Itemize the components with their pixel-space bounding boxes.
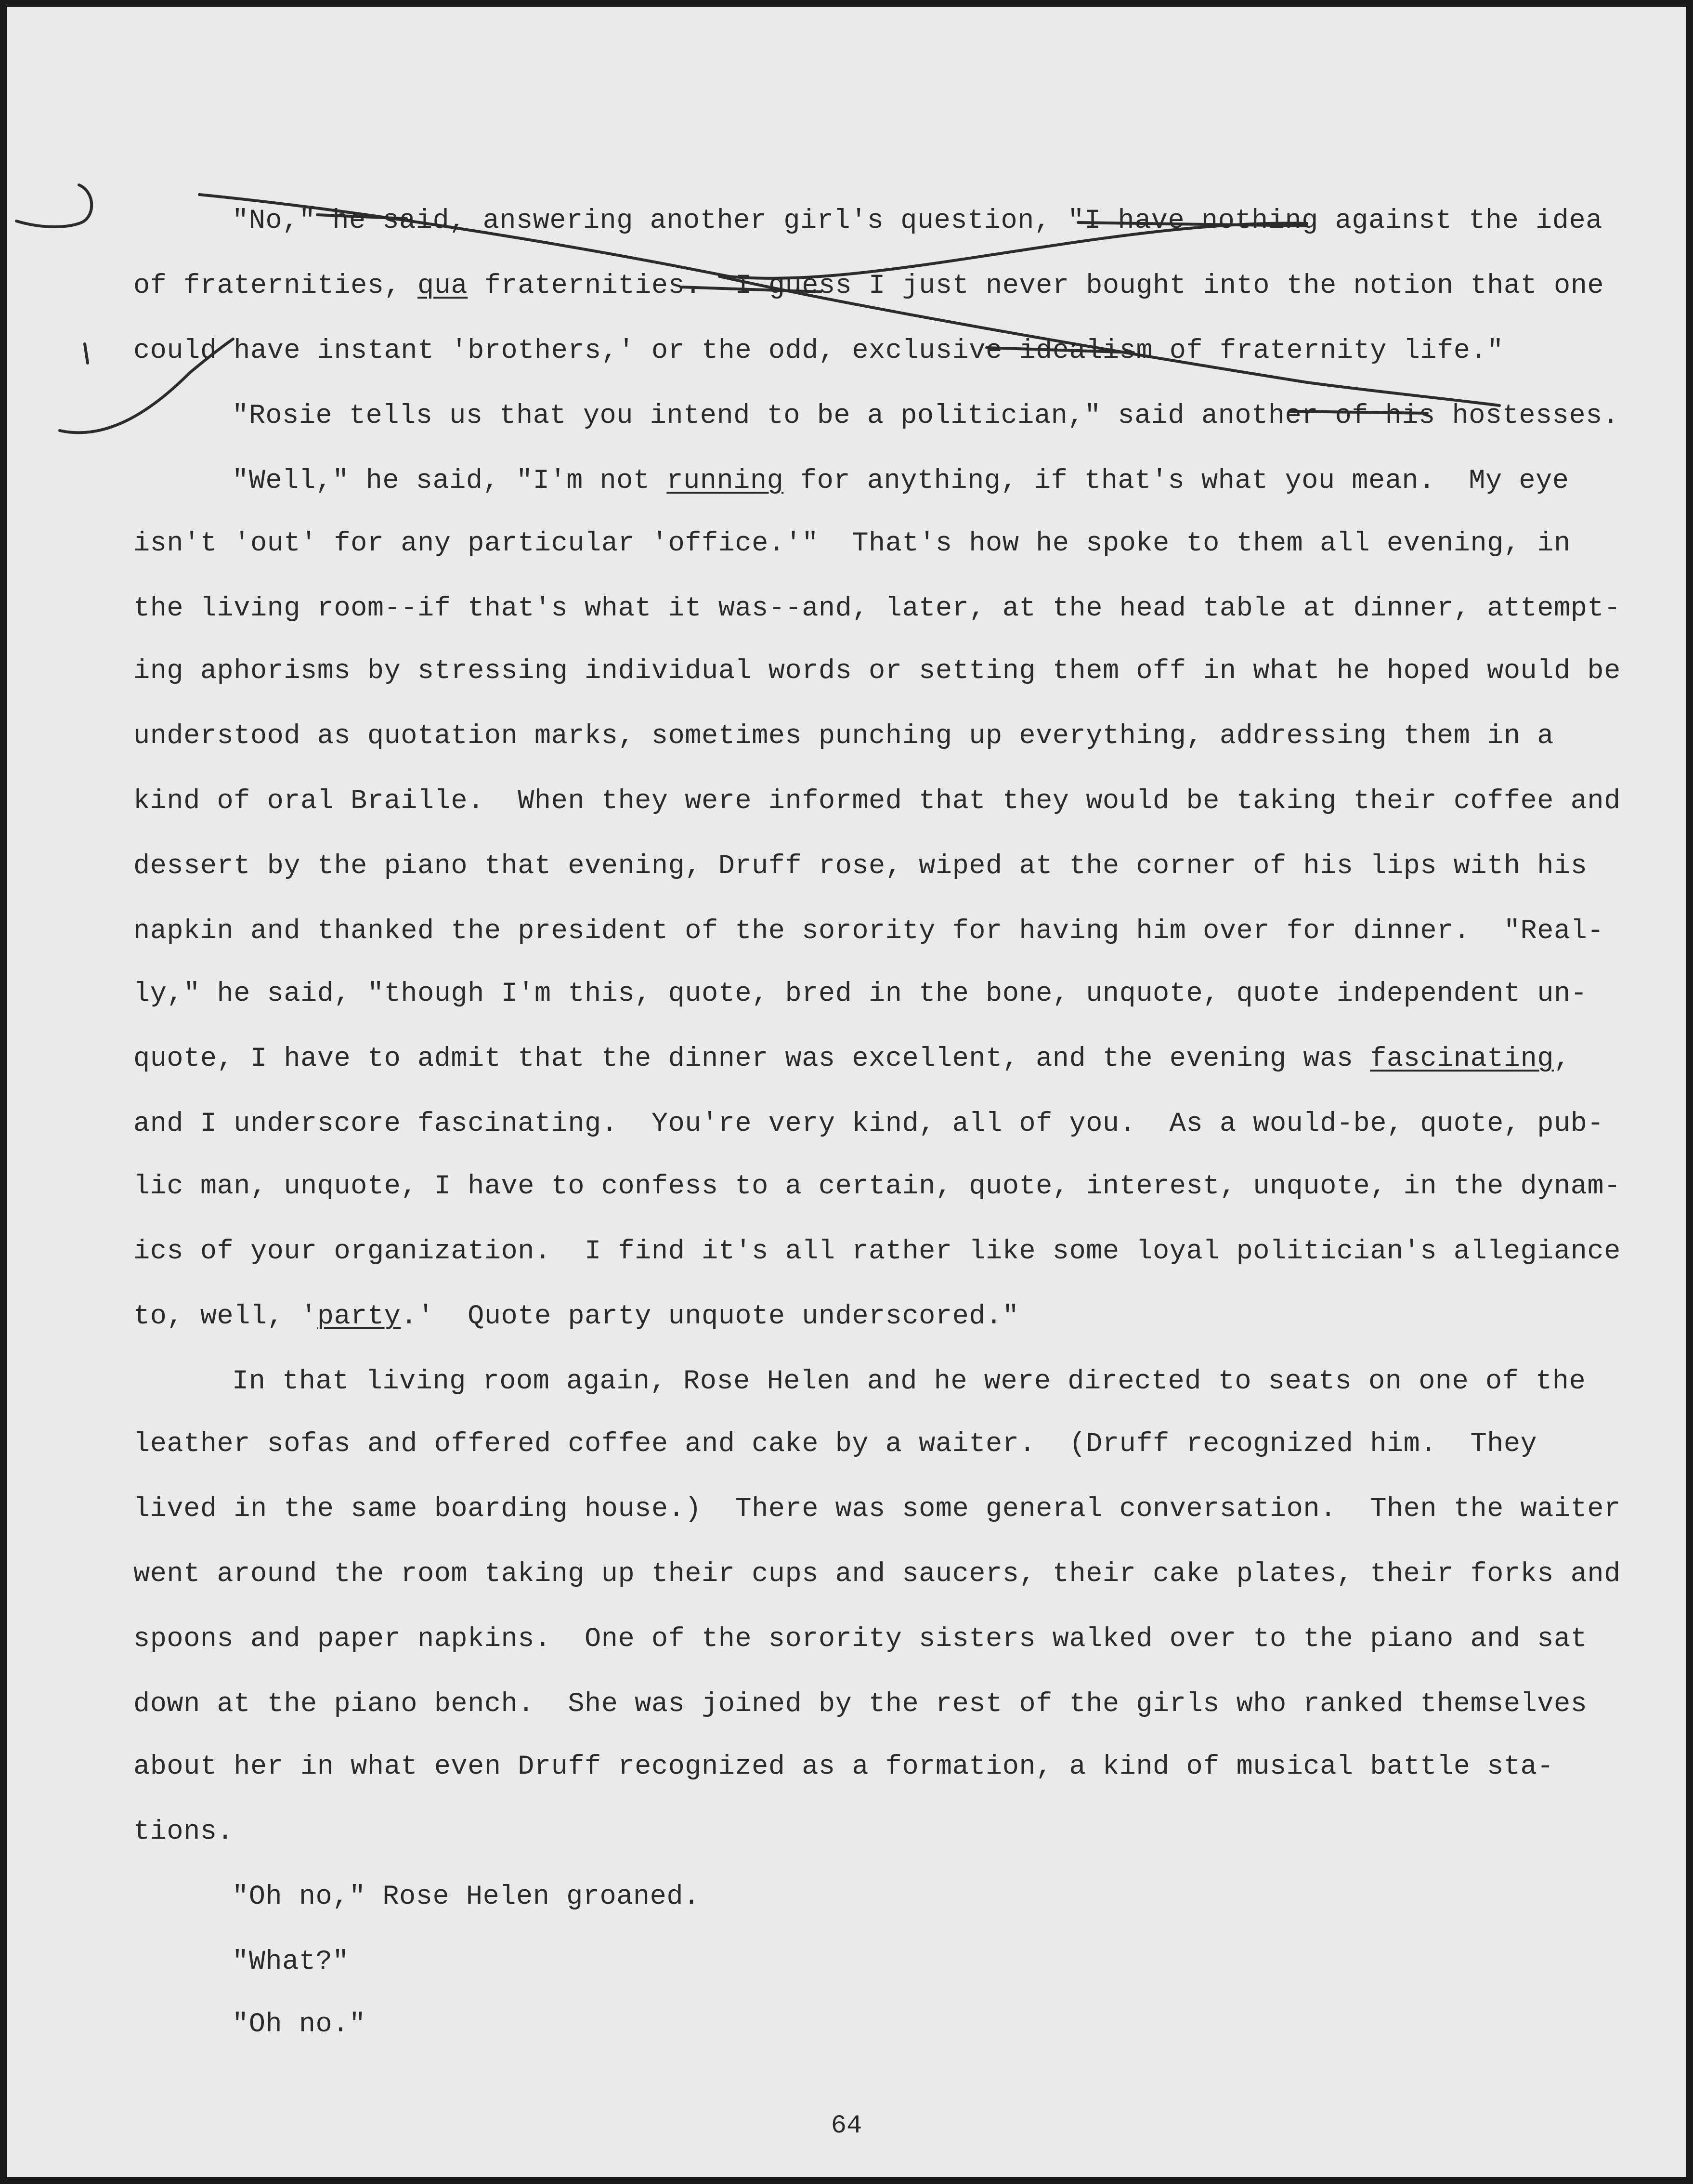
text-line: napkin and thanked the president of the sorority for having him over for dinner. "Real- bbox=[133, 916, 1604, 947]
text-line: ics of your organization. I find it's all rather like some loyal politician's allegiance bbox=[133, 1236, 1621, 1267]
text-line: "Oh no." bbox=[232, 2009, 366, 2040]
text-line: went around the room taking up their cups and saucers, their cake plates, their forks and bbox=[133, 1559, 1621, 1590]
text-line: to, well, 'party.' Quote party unquote underscored." bbox=[133, 1301, 1019, 1332]
underlined-word: fascinating bbox=[1370, 1044, 1554, 1074]
text-line: "Rosie tells us that you intend to be a politician," said another of his hostesses. bbox=[232, 401, 1619, 432]
text-line: could have instant 'brothers,' or the odd, exclusive idealism of fraternity life." bbox=[133, 336, 1504, 366]
handwritten-marks bbox=[7, 7, 1686, 2177]
text-line: lic man, unquote, I have to confess to a certain, quote, interest, unquote, in the dynam- bbox=[133, 1171, 1621, 1202]
text-line: ly," he said, "though I'm this, quote, bred in the bone, unquote, quote independent un- bbox=[133, 979, 1588, 1009]
text-line: "No," he said, answering another girl's question, "I have nothing against the idea bbox=[232, 206, 1602, 236]
manuscript-page bbox=[7, 7, 1686, 2177]
text-line: quote, I have to admit that the dinner was excellent, and the evening was fascinating, bbox=[133, 1044, 1571, 1074]
text-line: down at the piano bench. She was joined by the rest of the girls who ranked themselves bbox=[133, 1689, 1588, 1720]
underlined-word: party bbox=[317, 1301, 401, 1332]
text-line: leather sofas and offered coffee and cake by a waiter. (Druff recognized him. They bbox=[133, 1429, 1537, 1460]
text-line: lived in the same boarding house.) There was some general conversation. Then the waiter bbox=[133, 1494, 1621, 1525]
text-line: of fraternities, qua fraternities. I guess I just never bought into the notion that one bbox=[133, 271, 1604, 301]
margin-check-mark bbox=[85, 344, 88, 363]
text-line: kind of oral Braille. When they were informed that they would be taking their coffee and bbox=[133, 786, 1621, 817]
text-line: In that living room again, Rose Helen and he were directed to seats on one of the bbox=[232, 1366, 1586, 1397]
text-line: "Well," he said, "I'm not running for anything, if that's what you mean. My eye bbox=[232, 466, 1569, 497]
text-line: spoons and paper napkins. One of the sorority sisters walked over to the piano and sat bbox=[133, 1624, 1588, 1655]
text-line: ing aphorisms by stressing individual words or setting them off in what he hoped would be bbox=[133, 656, 1621, 687]
text-line: tions. bbox=[133, 1817, 234, 1847]
text-line: and I underscore fascinating. You're very kind, all of you. As a would-be, quote, pub- bbox=[133, 1109, 1604, 1139]
text-line: "Oh no," Rose Helen groaned. bbox=[232, 1882, 700, 1912]
margin-bracket-mark bbox=[16, 185, 91, 227]
underlined-word: running bbox=[666, 466, 784, 497]
text-line: "What?" bbox=[232, 1947, 349, 1977]
text-line: about her in what even Druff recognized as a formation, a kind of musical battle sta- bbox=[133, 1752, 1554, 1782]
text-line: the living room--if that's what it was--and, later, at the head table at dinner, attempt- bbox=[133, 593, 1621, 624]
page-number: 64 bbox=[831, 2111, 862, 2141]
text-line: dessert by the piano that evening, Druff rose, wiped at the corner of his lips with his bbox=[133, 851, 1588, 882]
underlined-word: qua bbox=[417, 271, 468, 301]
text-line: understood as quotation marks, sometimes punching up everything, addressing them in a bbox=[133, 721, 1554, 752]
text-line: isn't 'out' for any particular 'office.'" That's how he spoke to them all evening, in bbox=[133, 528, 1571, 559]
